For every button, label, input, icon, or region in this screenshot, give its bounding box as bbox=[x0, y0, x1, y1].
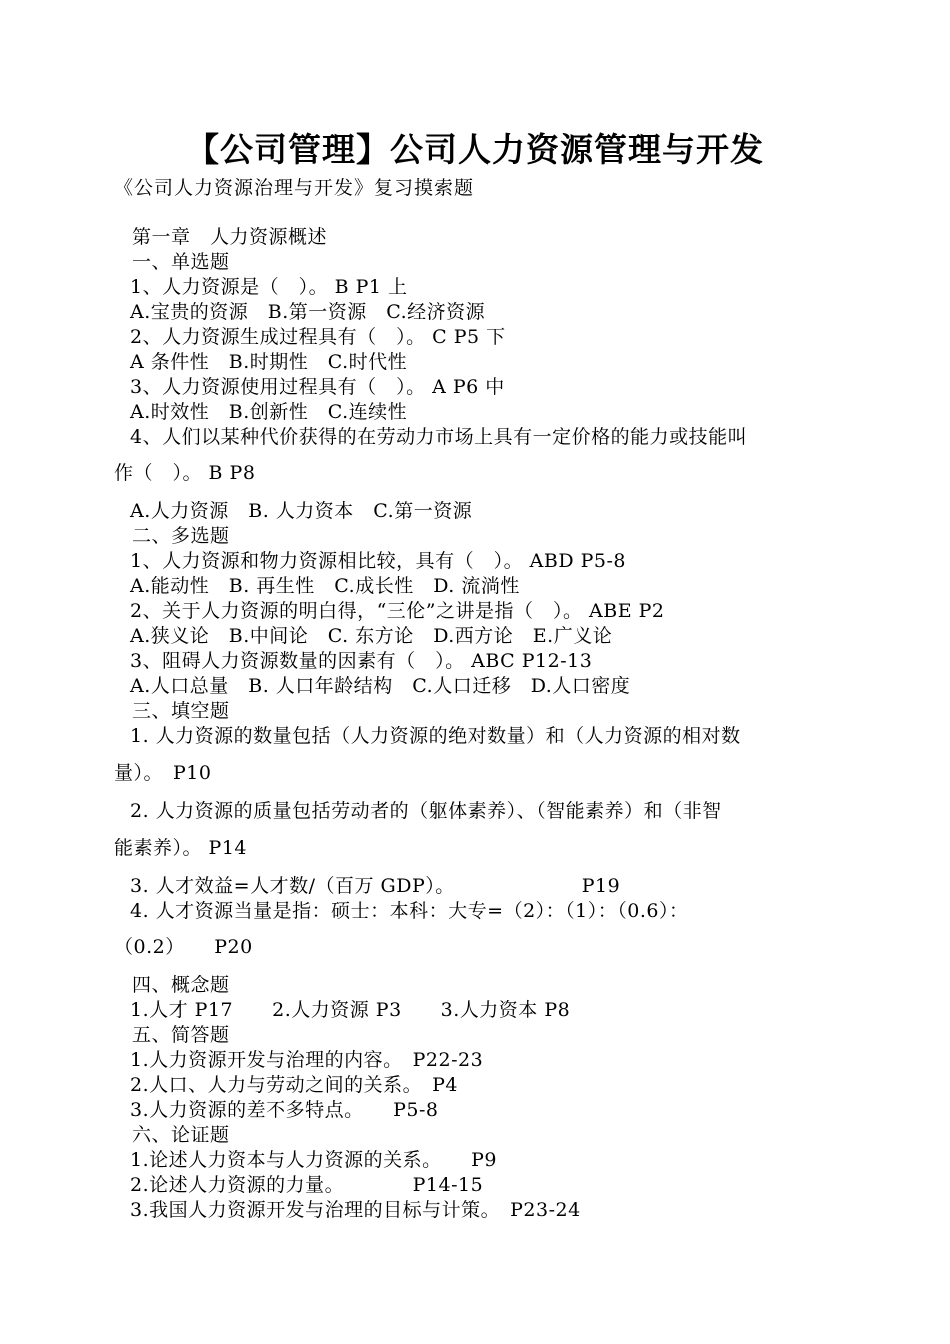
question-line: 3.我国人力资源开发与治理的目标与计策。 P23-24 bbox=[130, 1199, 581, 1221]
question-line-continued: 作（ ）。 B P8 bbox=[114, 462, 256, 484]
question-line: 2.人口、人力与劳动之间的关系。 P4 bbox=[130, 1074, 459, 1096]
options-line: A.能动性 B. 再生性 C.成长性 D. 流淌性 bbox=[130, 575, 520, 597]
chapter-heading: 第一章 人力资源概述 bbox=[132, 226, 328, 248]
options-line: A.宝贵的资源 B.第一资源 C.经济资源 bbox=[130, 301, 486, 323]
document-subtitle: 《公司人力资源治理与开发》复习摸索题 bbox=[114, 177, 475, 199]
question-line: 2.论述人力资源的力量。 P14-15 bbox=[130, 1174, 484, 1196]
options-line: A.人口总量 B. 人口年龄结构 C.人口迁移 D.人口密度 bbox=[130, 675, 631, 697]
section-heading: 三、填空题 bbox=[132, 700, 230, 722]
question-line: 1. 人力资源的数量包括（人力资源的绝对数量）和（人力资源的相对数 bbox=[130, 725, 741, 747]
section-heading: 一、单选题 bbox=[132, 251, 230, 273]
question-line: 1、人力资源和物力资源相比较，具有（ ）。 ABD P5-8 bbox=[130, 550, 626, 572]
question-line: 3、阻碍人力资源数量的因素有（ ）。 ABC P12-13 bbox=[130, 650, 593, 672]
question-line: 2、人力资源生成过程具有（ ）。 C P5 下 bbox=[130, 326, 506, 348]
question-line: 3.人力资源的差不多特点。 P5-8 bbox=[130, 1099, 439, 1121]
options-line: A 条件性 B.时期性 C.时代性 bbox=[130, 351, 408, 373]
question-line-continued: 量）。 P10 bbox=[114, 762, 212, 784]
options-line: A.人力资源 B. 人力资本 C.第一资源 bbox=[130, 500, 473, 522]
question-line: 1.人才 P17 2.人力资源 P3 3.人力资本 P8 bbox=[130, 999, 571, 1021]
question-line: 4. 人才资源当量是指：硕士：本科：大专=（2）：（1）：（0.6）： bbox=[130, 900, 689, 922]
options-line: A.狭义论 B.中间论 C. 东方论 D.西方论 E.广义论 bbox=[130, 625, 613, 647]
section-heading: 二、多选题 bbox=[132, 525, 230, 547]
options-line: A.时效性 B.创新性 C.连续性 bbox=[130, 401, 408, 423]
section-heading: 五、简答题 bbox=[132, 1024, 230, 1046]
section-heading: 四、概念题 bbox=[132, 974, 230, 996]
question-line: 2. 人力资源的质量包括劳动者的（躯体素养）、（智能素养）和（非智 bbox=[130, 800, 722, 822]
question-line: 1.人力资源开发与治理的内容。 P22-23 bbox=[130, 1049, 484, 1071]
question-line: 1.论述人力资本与人力资源的关系。 P9 bbox=[130, 1149, 498, 1171]
question-line: 3. 人才效益=人才数/（百万 GDP）。 P19 bbox=[130, 875, 621, 897]
question-line-continued: 能素养）。 P14 bbox=[114, 837, 248, 859]
question-line: 4、人们以某种代价获得的在劳动力市场上具有一定价格的能力或技能叫 bbox=[130, 426, 748, 448]
section-heading: 六、论证题 bbox=[132, 1124, 230, 1146]
question-line: 1、人力资源是（ ）。 B P1 上 bbox=[130, 276, 408, 298]
question-line: 2、关于人力资源的明白得，“三伦”之讲是指（ ）。 ABE P2 bbox=[130, 600, 665, 622]
question-line-continued: （0.2） P20 bbox=[114, 936, 253, 958]
document-title: 【公司管理】公司人力资源管理与开发 bbox=[186, 130, 764, 169]
question-line: 3、人力资源使用过程具有（ ）。 A P6 中 bbox=[130, 376, 505, 398]
